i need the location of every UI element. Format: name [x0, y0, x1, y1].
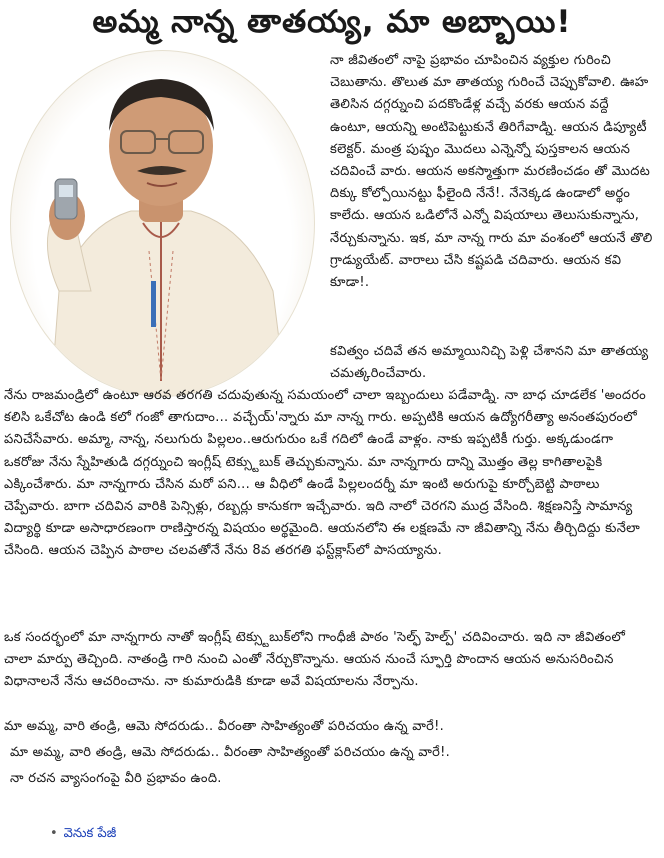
paragraph-influence: నా రచన వ్యాసంగంపై వీరి ప్రభావం ఉంది. — [10, 771, 222, 786]
paragraph-mother-family: మా అమ్మ, వారి తండ్రి, ఆమె సోదరుడు.. వీరంతా సాహిత్యంతో పరిచయం ఉన్న వారే!. — [4, 719, 445, 734]
back-page-label: వెనుక పేజీ — [63, 826, 117, 841]
paragraph-mother-family-repeat: మా అమ్మ, వారి తండ్రి, ఆమె సోదరుడు.. వీరంతా సాహిత్యంతో పరిచయం ఉన్న వారే!. — [10, 745, 451, 760]
back-page-link[interactable] — [50, 825, 116, 843]
page-title: అమ్మ నాన్న తాతయ్య, మా అబ్బాయి! — [92, 4, 572, 40]
paragraph-self-help: ఒక సందర్భంలో మా నాన్నగారు నాతో ఇంగ్లీష్ టెక్స్టుబుక్‌లోని గాంధీజీ పాఠం 'సెల్ఫ్ హెల్ప్' చదివించారు. ఇది నా జీవితంలో చాలా మార్పు తెచ్చింది. నాతండ్రి గారి నుంచి ఎంతో నేర్చుకొన్నాను. ఆయన నుంచే స్ఫూర్తి పొందాన ఆయన అనుసరించిన విధానాలనే నేను ఆచరించాను. నా కుమారుడికి కూడా అవే విషయాలను నేర్పాను. — [4, 630, 626, 689]
bullet-icon: • — [50, 826, 58, 841]
paragraph-grandfather: నా జీవితంలో నాపై ప్రభావం చూపించిన వ్యక్తుల గురించి చెబుతాను. తొలుత మా తాతయ్య గురించే చెప్పుకోవాలి. ఊహ తెలిసిన దగ్గర్నుంచి పదకొండేళ్ల వచ్చే వరకు ఆయన వద్దే ఉంటూ, ఆయన్ని అంటిపెట్టుకునే తిరిగేవాడ్ని. ఆయన డిప్యూటీ కలెక్టర్. మంత్ర పుష్పం మొదలు ఎన్నెన్నో పుస్తకాలన ఆయన చదివించే వారు. ఆయన అకస్మాత్తుగా మరణించడం తో మొదట దిక్కు కోల్పోయినట్టు ఫీలైంది నేనే!. నేనెక్కడ ఉండాలో అర్థం కాలేదు. ఆయన ఒడిలోనే ఎన్నో విషయాలు తెలుసుకున్నాను, నేర్చుకున్నాను. ఇక, మా నాన్న గారు మా వంశంలో ఆయనే తొలి గ్రాడ్యుయేట్. వారాలు చేసి కష్టపడి చదివారు. ఆయన కవి కూడా!. — [330, 53, 653, 291]
portrait-photo — [10, 50, 315, 397]
paragraph-grandfather-joke: కవిత్వం చదివే తన అమ్మాయినిచ్చి పెళ్లి చేశానని మా తాతయ్య చమత్కరించేవారు. — [330, 344, 649, 382]
paragraph-father: నేను రాజమండ్రిలో ఉంటూ ఆరవ తరగతి చదువుతున్న సమయంలో చాలా ఇబ్బందులు పడేవాడ్ని. నా బాధ చూడలేక 'అందరం కలిసి ఒకేచోట ఉండి కలో గంజో తాగుదాం... వచ్చేయ్'న్నారు మా నాన్న గారు. అప్పటికి ఆయన ఉద్యోగరీత్యా అనంతపురంలో పనిచేసేవారు. అమ్మా, నాన్న, నలుగురు పిల్లలం..ఆరుగురుం ఒకే గదిలో ఉండే వాళ్లం. నాకు ఇప్పటికీ గుర్తు. అక్కడుండగా ఒకరోజు నేను స్నేహితుడి దగ్గర్నుంచి ఇంగ్లీష్ టెక్స్టుబుక్ తెచ్చుకున్నాను. మా నాన్నగారు దాన్ని మొత్తం తెల్ల కాగితాలపైకి ఎక్కించేశారు. మా నాన్నగారు చేసిన మరో పని... ఆ వీధిలో ఉండే పిల్లలందర్నీ మా ఇంటి అరుగుపై కూర్చోబెట్టి పాఠాలు చెప్పేవారు. బాగా చదివిన వారికి పెన్సిళ్లు, రబ్బర్లు కానుకగా ఇచ్చేవారు. ఇది నాలో చెరగని ముద్ర వేసింది. శిక్షణనిస్తే సామాన్య విద్యార్థి కూడా అసాధారణంగా రాణిస్తారన్న విషయం అర్థమైంది. ఆయనలోని ఈ లక్షణమే నా జీవితాన్ని నేను తీర్చిదిద్దు కునేలా చేసింది. ఆయన చెప్పిన పాఠాల చలవతోనే నేను 8వ తరగతి ఫస్ట్‌క్లాస్‌లో పాసయ్యాను. — [4, 388, 647, 559]
man-with-phone-illustration — [11, 51, 314, 396]
